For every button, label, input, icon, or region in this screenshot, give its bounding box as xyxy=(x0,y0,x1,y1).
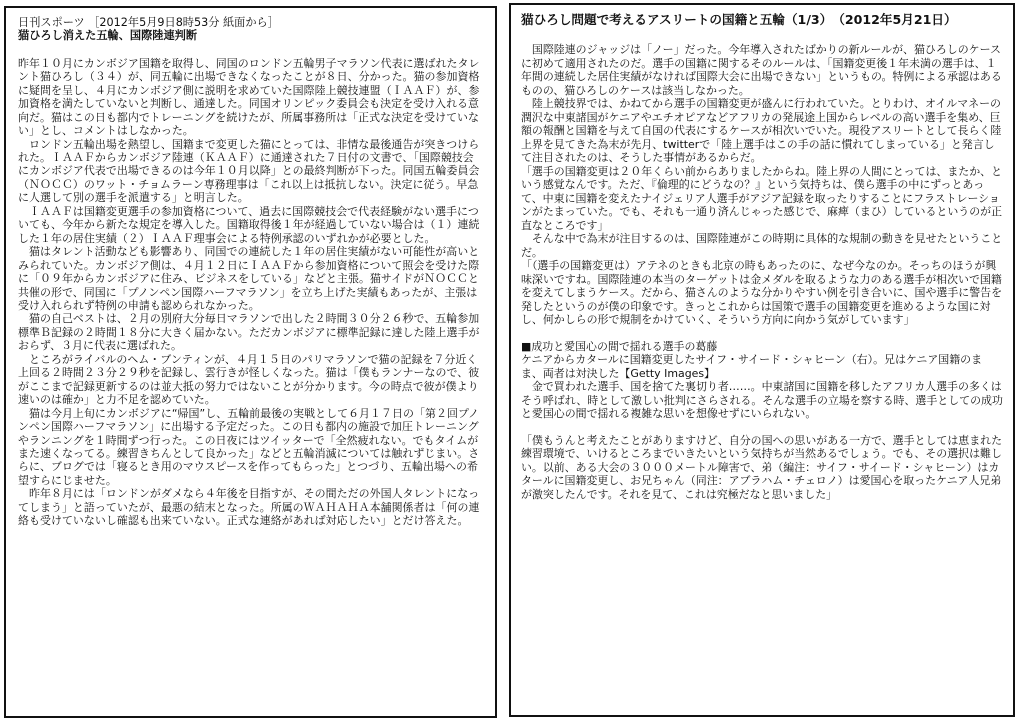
left-article-panel xyxy=(4,6,497,718)
article-body-part-1 xyxy=(521,43,1003,327)
article-body xyxy=(18,57,484,528)
paragraph: ロンドン五輪出場を熱望し、国籍まで変更した猫にとっては、非情な最後通告が突きつけられた。ＩＡＡＦからカンボジア陸連（ＫＡＡＦ）に通達された７日付の文書で、「国際競技会にカンボジア代表で出場できるのは今年１０月以降」との最終判断が下った。同国五輪委員会（ＮＯＣＣ）のワット・チョムラーン専務理事は「これ以上は抵抗しない。決定に従う。早急に人選して別の選手を派遣する」と明言した。 xyxy=(18,137,480,205)
paragraph: 金で買われた選手、国を捨てた裏切り者……。中東諸国に国籍を移したアフリカ人選手の多くはそう呼ばれ、時として激しい批判にさらされる。そんな選手の立場を察する時、選手としての成功と愛国心の間で揺れる複雑な思いを想像せずにいられない。 xyxy=(521,380,1003,420)
paragraph: 猫は今月上旬にカンボジアに“帰国”し、五輪前最後の実戦として６月１７日の「第２回プノンペン国際ハーフマラソン」に出場する予定だった。この日も都内の施設で加圧トレーニングやランニングを１時間ずつ行った。この日夜にはツイッターで「全然疲れない。でもタイムがまた速くなってる。練習きちんとして良かった」などと五輪消滅については触れずじまい。さらに、ブログでは「寝るとき用のマウスピースを作ってもらった」とつづり、五輪出場への希望すらにじませた。 xyxy=(18,406,480,487)
paragraph: 国際陸連のジャッジは「ノー」だった。今年導入されたばかりの新ルールが、猫ひろしのケースに初めて適用されたのだ。選手の国籍に関するそのルールは、「国籍変更後１年未満の選手は、１年間の連続した居住実績がなければ国際大会に出場できない」というもの。特例による承認はあるものの、猫ひろしのケースは該当しなかった。 xyxy=(521,43,1002,97)
paragraph: ＩＡＡＦは国籍変更選手の参加資格について、過去に国際競技会で代表経験がない選手についても、今年から新たな規定を導入した。国籍取得後１年が経過していない場合は（１）連続した１年の居住実績（２）ＩＡＡＦ理事会による特例承認のいずれかが必要とした。 xyxy=(18,204,480,245)
right-article-panel xyxy=(509,3,1015,717)
spacer xyxy=(521,421,1003,434)
article-title: 猫ひろし問題で考えるアスリートの国籍と五輪（1/3） （2012年5月21日） xyxy=(521,12,957,27)
spacer xyxy=(521,327,1003,340)
photo-caption: ケニアからカタールに国籍変更したサイフ・サイード・シャヒーン（右）。兄はケニア国籍のまま、両者は対決した【Getty Images】 xyxy=(521,353,983,380)
article-source-line: 日刊スポーツ ［2012年5月9日8時53分 紙面から］ xyxy=(18,16,279,29)
section-heading: ■成功と愛国心の間で揺れる選手の葛藤 xyxy=(521,339,718,353)
paragraph: ところがライバルのヘム・ブンティンが、４月１５日のパリマラソンで猫の記録を７分近く上回る２時間２３分２９秒を記録し、雲行きが怪しくなった。猫は「僕もランナーなので、彼がここまで記録更新するのは並大抵の努力ではないことが分かります。今の時点で彼が僕より速いのは確か」と力不足を認めていた。 xyxy=(18,352,480,407)
article-headline: 猫ひろし消えた五輪、国際陸連判断 xyxy=(18,29,198,43)
paragraph: 猫の自己ベストは、２月の別府大分毎日マラソンで出した２時間３０分２６秒で、五輪参加標準Ｂ記録の２時間１８分に大きく届かない。ただカンボジアに標準記録に達した陸上選手がおらず、３月に代表に選ばれた。 xyxy=(18,312,480,353)
paragraph: 昨年８月には「ロンドンがダメなら４年後を目指すが、その間ただの外国人タレントになってしまう」と語っていたが、最悪の結末となった。所属のＷＡＨＡＨＡ本舗関係者は「何の連絡も受けていないし確認も出来ていない。正式な連絡があれば対応したい」とだけ答えた。 xyxy=(18,487,480,528)
paragraph: 猫はタレント活動なども影響あり、同国での連続した１年の居住実績がない可能性が高いとみられていた。カンボジア側は、４月１２日にＩＡＡＦから参加資格について照会を受けた際に「０９年からカンボジアに住み、ビジネスをしている」などと主張。猫サイドがＮＯＣＣと共催の形で、同国に「プノンペン国際ハーフマラソン」を立ち上げた実績もあったが、主張は受け入れられず特例の申請も認められなかった。 xyxy=(18,245,480,312)
paragraph: 「選手の国籍変更は２０年くらい前からありましたからね。陸上界の人間にとっては、またか、という感覚なんです。ただ、『倫理的にどうなの？』という気持ちは、僕ら選手の中にずっとあって、中東に国籍を変えたナイジェリア人選手がアジア記録を取ったりすることにフラストレーションがたまっていた。でも、それも一通り済んじゃった感じで、麻痺（まひ）しているというのが正直なところです」 xyxy=(521,164,1003,232)
paragraph: 陸上競技界では、かねてから選手の国籍変更が盛んに行われていた。とりわけ、オイルマネーの潤沢な中東諸国がケニアやエチオピアなどアフリカの発展途上国からレベルの高い選手を集め、巨額の報酬と国籍を与えて自国の代表にするケースが相次いでいた。現役アスリートとして長らく陸上界を見てきた為末が先月、twitterで「陸上選手はこの手の話に慣れてしまっている」と発言して注目されたのは、そうした事情があるからだ。 xyxy=(521,97,1002,164)
paragraph: 昨年１０月にカンボジア国籍を取得し、同国のロンドン五輪男子マラソン代表に選ばれたタレント猫ひろし（３４）が、同五輪に出場できなくなったことが８日、分かった。猫の参加資格に疑問を呈し、４月にカンボジア側に説明を求めていた国際陸上競技連盟（ＩＡＡＦ）が、参加資格を満たしていないと判断し、通達した。同国オリンピック委員会も決定を受け入れる意向だ。猫はこの日も都内でトレーニングを続けたが、所属事務所は「正式な決定を受けていない」とし、コメントはしなかった。 xyxy=(18,56,480,138)
paragraph: そんな中で為末が注目するのは、国際陸連がこの時期に具体的な規制の動きを見せたということだ。 xyxy=(521,232,1003,259)
paragraph: 「（選手の国籍変更は）アテネのときも北京の時もあったのに、なぜ今なのか。そっちのほうが興味深いですね。国際陸連の本当のターゲットは金メダルを取るような力のある選手が相次いで国籍を変えてしまうケース。だから、猫さんのような分かりやすい例を引き合いに、国や選手に警告を発したというのが僕の印象です。きっとこれからは国策で選手の国籍変更を進めるような国に対し、何かしらの形で規制をかけていく、そういう方向に向かう気がしています」 xyxy=(521,259,1003,326)
paragraph: 「僕もうんと考えたことがありますけど、自分の国への思いがある一方で、選手としては恵まれた練習環境で、いけるところまでいきたいという気持ちが当然あるでしょう。でも、その選択は難しい。以前、ある大会の３０００メートル障害で、弟（編注：サイフ・サイード・シャヒーン）はカタールに国籍変更し、お兄ちゃん（同注：アブラハム・チェロノ）は愛国心を取ったケニア人兄弟が激突したんです。それを見て、これは究極だなと思いました」 xyxy=(521,433,1003,501)
